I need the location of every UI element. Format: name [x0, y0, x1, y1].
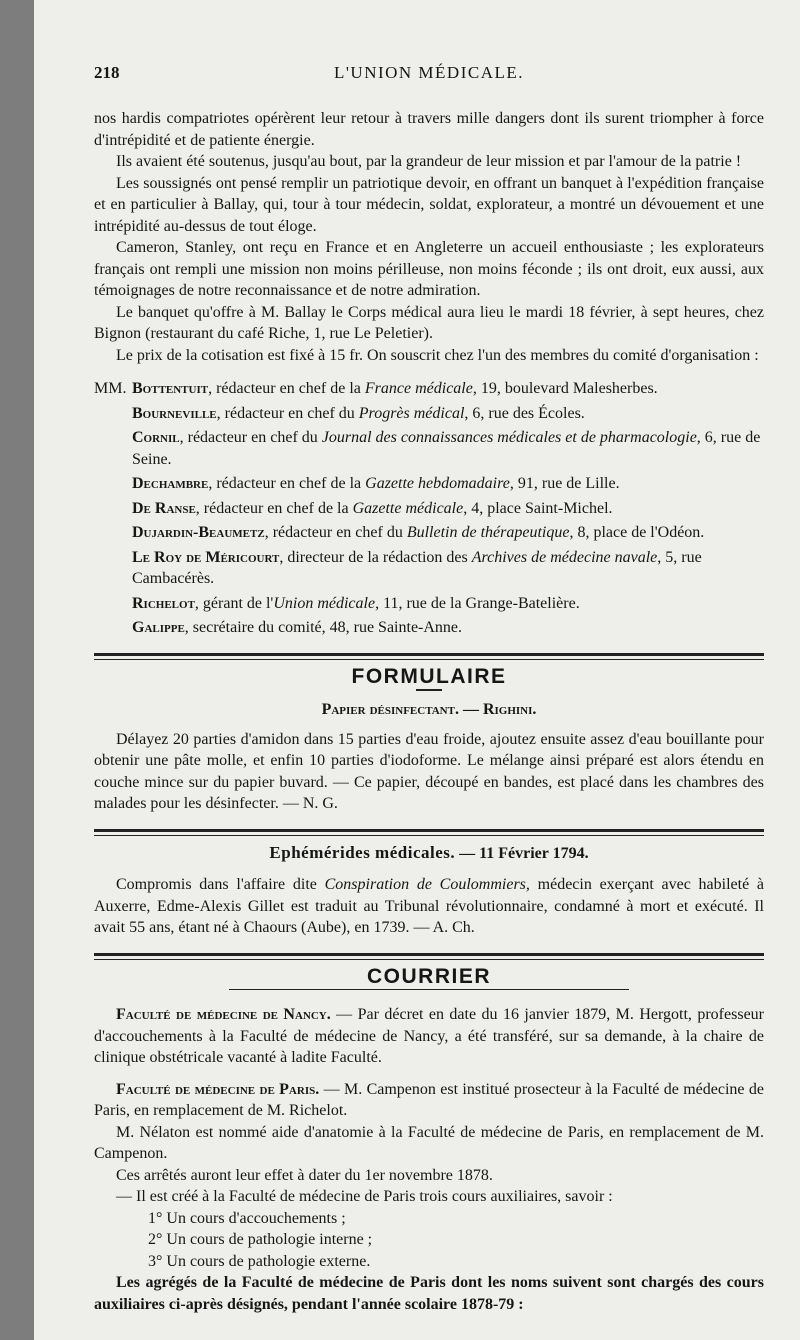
- member-name: Cornil: [132, 429, 180, 446]
- intro-paragraph: nos hardis compatriotes opérèrent leur retour à travers mille dangers dont ils surent triompher à force d'intrépidité et de patiente énergie.: [94, 110, 764, 149]
- news-item: — Il est créé à la Faculté de médecine de Paris trois cours auxiliaires, savoir :: [116, 1188, 613, 1205]
- committee-member: De Ranse, rédacteur en chef de la Gazette médicale, 4, place Saint-Michel.: [132, 499, 613, 517]
- committee-member: Bourneville, rédacteur en chef du Progrès médical, 6, rue des Écoles.: [132, 404, 585, 422]
- ephemerides-title: Ephémérides médicales.: [269, 842, 456, 862]
- member-name: Dechambre: [132, 475, 209, 492]
- member-name: Bottentuit: [132, 380, 209, 397]
- news-label: Faculté de médecine de Nancy.: [116, 1006, 331, 1023]
- committee-member: MM. Bottentuit, rédacteur en chef de la France médicale, 19, boulevard Malesherbes.: [94, 378, 764, 400]
- ephemerides-text: Compromis dans l'affaire dite Conspiration de Coulommiers, médecin exerçant avec habileté à Auxerre, Edme-Alexis Gillet est traduit au Tribunal révolutionnaire, condamné à mort et exécuté. Il avait 55 ans, étant né à Chaours (Aube), en 1739. — A. Ch.: [94, 876, 765, 936]
- page-content: [94, 62, 764, 1315]
- intro-paragraph: Les soussignés ont pensé remplir un patriotique devoir, en offrant un banquet à l'expédition française et en particulier à Ballay, qui, tour à tour médecin, soldat, explorateur, a montré un dévouement et une intrépidité au-dessus de tout éloge.: [94, 174, 764, 235]
- section-divider: [94, 653, 764, 660]
- course-item: 3° Un cours de pathologie externe.: [148, 1252, 371, 1270]
- section-divider: [94, 953, 764, 960]
- journal-name: Gazette hebdomadaire: [365, 475, 510, 492]
- news-item: M. Nélaton est nommé aide d'anatomie à la Faculté de médecine de Paris, en remplacement de M. Campenon.: [94, 1123, 764, 1162]
- committee-member: Le Roy de Méricourt, directeur de la rédaction des Archives de médecine navale, 5, rue Cambacérès.: [132, 548, 702, 587]
- journal-name: Archives de médecine navale: [471, 548, 658, 566]
- committee-list: [94, 378, 764, 639]
- course-item: 2° Un cours de pathologie interne ;: [148, 1231, 373, 1248]
- member-name: Dujardin-Beaumetz: [132, 524, 265, 541]
- intro-paragraph: Cameron, Stanley, ont reçu en France et en Angleterre un accueil enthousiaste ; les explorateurs français ont rempli une mission non moins périlleuse, non moins féconde ; ils ont droit, eux aussi, aux témoignages de notre reconnaissance et de notre admiration.: [94, 239, 764, 299]
- formulaire-text: Délayez 20 parties d'amidon dans 15 parties d'eau froide, ajoutez ensuite assez d'eau bouillante pour obtenir une pâte molle, et enfin 10 parties d'iodoforme. Le mélange ainsi préparé est alors étendu en couche mince sur du papier buvard. — Ce papier, découpé en bandes, est placé dans les chambres des malades pour les désinfecter. — N. G.: [94, 730, 764, 812]
- formulaire-title: FORMULAIRE: [351, 664, 507, 688]
- committee-member: Galippe, secrétaire du comité, 48, rue Sainte-Anne.: [132, 619, 463, 636]
- member-name: De Ranse: [132, 499, 196, 517]
- running-header: [94, 62, 764, 86]
- journal-title: L'UNION MÉDICALE.: [333, 63, 525, 82]
- journal-name: France médicale: [364, 380, 473, 397]
- committee-member: Dujardin-Beaumetz, rédacteur en chef du Bulletin de thérapeutique, 8, place de l'Odéon.: [132, 524, 705, 541]
- title-rule: [229, 989, 629, 990]
- section-divider: [94, 829, 764, 836]
- news-label: Faculté de médecine de Paris.: [116, 1080, 320, 1098]
- title-dash: [416, 689, 442, 691]
- intro-paragraph: Le banquet qu'offre à M. Ballay le Corps médical aura lieu le mardi 18 février, à sept heures, chez Bignon (restaurant du café Riche, 1, rue Le Peletier).: [94, 303, 764, 342]
- committee-member: Cornil, rédacteur en chef du Journal des connaissances médicales et de pharmacologie, 6, rue de Seine.: [132, 429, 761, 468]
- course-item: 1° Un cours d'accouchements ;: [148, 1209, 346, 1227]
- intro-paragraph: Le prix de la cotisation est fixé à 15 fr. On souscrit chez l'un des membres du comité d'organisation :: [116, 346, 759, 364]
- ephemerides-date: — 11 Février 1794.: [455, 844, 589, 862]
- ephemerides-heading: [94, 842, 764, 865]
- member-name: Le Roy de Méricourt: [132, 548, 280, 566]
- formulaire-subtitle: Papier désinfectant. — Righini.: [321, 701, 537, 718]
- committee-member: Dechambre, rédacteur en chef de la Gazette hebdomadaire, 91, rue de Lille.: [132, 475, 620, 492]
- journal-name: Bulletin de thérapeutique: [406, 524, 570, 541]
- news-item: Faculté de médecine de Nancy. — Par décret en date du 16 janvier 1879, M. Hergott, professeur d'accouchements à la Faculté de médecine de Nancy, a été transféré, sur sa demande, à la chaire de clinique obstétricale vacanté à ladite Faculté.: [94, 1006, 764, 1066]
- journal-page: [34, 0, 800, 1340]
- member-name: Galippe: [132, 619, 185, 636]
- committee-member: Richelot, gérant de l'Union médicale, 11, rue de la Grange-Batelière.: [132, 594, 580, 612]
- intro-paragraph: Ils avaient été soutenus, jusqu'au bout, par la grandeur de leur mission et par l'amour de la patrie !: [116, 153, 742, 170]
- news-item: Les agrégés de la Faculté de médecine de Paris dont les noms suivent sont chargés des cours auxiliaires ci-après désignés, pendant l'année scolaire 1878-79 :: [94, 1274, 764, 1313]
- news-item: Ces arrêtés auront leur effet à dater du 1er novembre 1878.: [116, 1166, 493, 1184]
- member-name: Bourneville: [132, 404, 217, 422]
- journal-name: Journal des connaissances médicales et de pharmacologie: [321, 429, 697, 446]
- journal-name: Progrès médical: [358, 404, 465, 422]
- news-item: Faculté de médecine de Paris. — M. Campenon est institué prosecteur à la Faculté de médecine de Paris, en remplacement de M. Richelot.: [94, 1080, 765, 1119]
- journal-name: Union médicale: [273, 594, 376, 612]
- page-number: 218: [94, 63, 120, 82]
- courrier-title: COURRIER: [366, 964, 491, 988]
- member-name: Richelot: [132, 594, 195, 612]
- journal-name: Gazette médicale: [352, 499, 464, 517]
- committee-prefix: MM.: [94, 380, 127, 397]
